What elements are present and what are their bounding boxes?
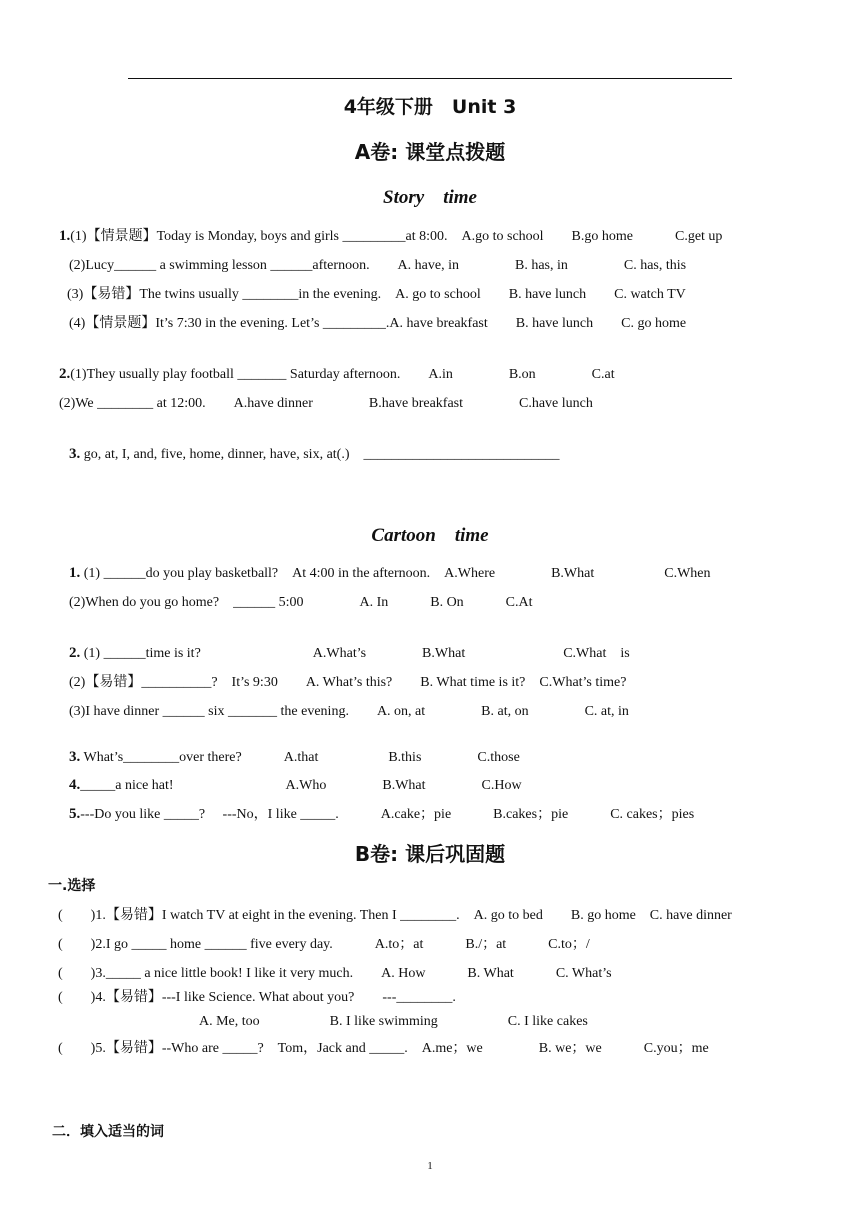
story-question-1-3: (3)【易错】The twins usually ________in the evening. A. go to school B. have lunch C. watch TV <box>67 287 686 302</box>
cartoon-question-5 <box>69 803 694 823</box>
choice-question-2: ( )2.I go _____ home ______ five every day. A.to；at B./；at C.to；/ <box>58 937 590 952</box>
story-question-2-2: (2)We ________ at 12:00. A.have dinner B.have breakfast C.have lunch <box>59 396 593 411</box>
story-time-title: Story time <box>383 187 477 208</box>
story-question-1 <box>59 225 722 245</box>
question-number: 2. <box>69 645 81 661</box>
cartoon-question-2-3: (3)I have dinner ______ six _______ the evening. A. on, at B. at, on C. at, in <box>69 704 629 719</box>
question-text: go, at, I, and, five, home, dinner, have, six, at(.) ____________________________ <box>83 447 560 462</box>
story-question-2 <box>59 363 615 383</box>
page-title: 4年级下册 Unit 3 <box>343 96 517 118</box>
section-a-title: A卷: 课堂点拨题 <box>354 140 506 164</box>
question-number: 5. <box>69 806 81 822</box>
cartoon-question-1 <box>69 562 711 582</box>
question-number: 1. <box>59 228 71 244</box>
question-number: 2. <box>59 366 71 382</box>
page-number: 1 <box>427 1160 433 1172</box>
question-number: 3. <box>69 749 81 765</box>
section-b-title: B卷: 课后巩固题 <box>354 842 506 866</box>
question-text: (1) ______do you play basketball? At 4:00 in the afternoon. A.Where B.What C.When <box>83 566 711 581</box>
cartoon-question-4 <box>69 774 522 794</box>
part-one-title: 一.选择 <box>48 878 96 894</box>
story-question-3 <box>69 443 560 463</box>
question-text: (1)They usually play football _______ Saturday afternoon. A.in B.on C.at <box>70 367 615 382</box>
question-number: 1. <box>69 565 81 581</box>
choice-question-4: ( )4.【易错】---I like Science. What about you? ---________. <box>58 990 456 1005</box>
cartoon-question-2 <box>69 642 630 662</box>
choice-question-5: ( )5.【易错】--Who are _____? Tom，Jack and _____. A.me；we B. we；we C.you；me <box>58 1041 709 1056</box>
choice-question-4-options: A. Me, too B. I like swimming C. I like cakes <box>199 1014 588 1029</box>
question-number: 3. <box>69 446 81 462</box>
question-number: 4. <box>69 777 81 793</box>
story-question-1-4: (4)【情景题】It’s 7:30 in the evening. Let’s _________.A. have breakfast B. have lunch C. go home <box>69 316 687 331</box>
question-text: (1)【情景题】Today is Monday, boys and girls _________at 8:00. A.go to school B.go home C.get up <box>70 229 723 244</box>
header-rule <box>128 78 732 79</box>
question-text: What’s________over there? A.that B.this C.those <box>83 750 520 765</box>
part-two-title: 二．填入适当的词 <box>52 1124 164 1140</box>
question-text: _____a nice hat! A.Who B.What C.How <box>80 778 522 793</box>
cartoon-question-1-2: (2)When do you go home? ______ 5:00 A. In B. On C.At <box>69 595 533 610</box>
choice-question-3: ( )3._____ a nice little book! I like it very much. A. How B. What C. What’s <box>58 966 612 981</box>
cartoon-question-3 <box>69 746 520 766</box>
question-text: ---Do you like _____? ---No，I like _____. A.cake；pie B.cakes；pie C. cakes；pies <box>80 807 695 822</box>
cartoon-time-title: Cartoon time <box>371 525 489 546</box>
cartoon-question-2-2: (2)【易错】__________? It’s 9:30 A. What’s this? B. What time is it? C.What’s time? <box>69 675 627 690</box>
story-question-1-2: (2)Lucy______ a swimming lesson ______afternoon. A. have, in B. has, in C. has, this <box>69 258 687 273</box>
question-text: (1) ______time is it? A.What’s B.What C.What is <box>83 646 630 661</box>
choice-question-1: ( )1.【易错】I watch TV at eight in the evening. Then I ________. A. go to bed B. go home C. have dinner <box>58 908 732 923</box>
